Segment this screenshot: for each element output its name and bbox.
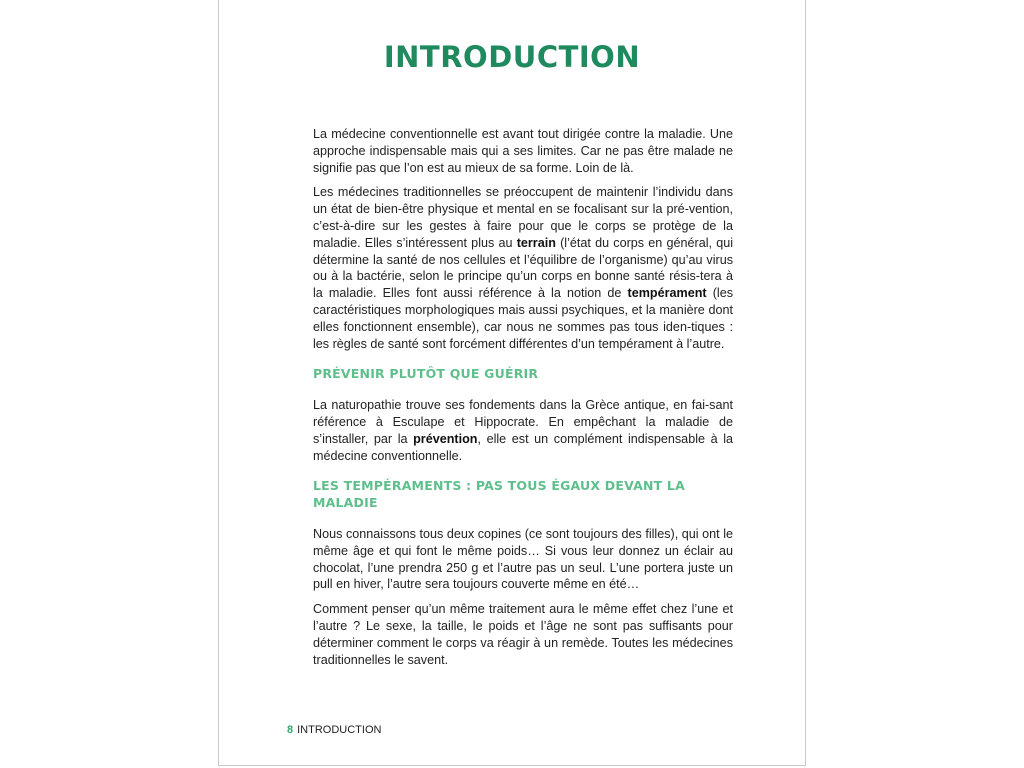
keyword-terrain: terrain (516, 235, 556, 250)
keyword-temperament: tempérament (627, 286, 707, 301)
page-title: INTRODUCTION (383, 40, 641, 74)
keyword-prevention: prévention (413, 431, 478, 446)
paragraph-5: Comment penser qu’un même traitement aura le même effet chez l’une et l’autre ? Le sexe, la taille, le poids et l’âge ne sont pas suffisants pour déterminer comment le corps va réagir à un remède. Toutes les médecines traditionnelles le savent. (313, 602, 733, 667)
page-footer (287, 724, 381, 736)
section-heading-temperaments: LES TEMPÉRAMENTS : PAS TOUS ÉGAUX DEVANT LA MALADIE (313, 478, 685, 511)
page-number: 8 (287, 724, 294, 736)
book-page (218, 0, 806, 766)
paragraph-4: Nous connaissons tous deux copines (ce sont toujours des filles), qui ont le même âge et qui font le même poids… Si vous leur donnez un éclair au chocolat, l’une prendra 250 g et l’autre pas un seul. L’une portera juste un pull en hiver, l’autre sera toujours couverte même en été… (313, 526, 733, 592)
body-text (313, 126, 733, 676)
section-heading-prevenir: PRÉVENIR PLUTÔT QUE GUÉRIR (313, 366, 539, 382)
footer-section-label: INTRODUCTION (297, 724, 382, 736)
paragraph-2: Les médecines traditionnelles se préoccupent de maintenir l’individu dans un état de bien-être physique et mental en se focalisant sur la pré-vention, c’est-à-dire sur les gestes à faire pour que le corps se protège de la maladie. Elles s’intéressent plus au terrain (l’état du corps en général, qui détermine la santé de nos cellules et l’équilibre de l’organisme) qu’au virus ou à la bactérie, selon le principe qu’un corps en bonne santé résis-tera à la maladie. Elles font aussi référence à la notion de tempérament (les caractéristiques morphologiques mais aussi psychiques, et la manière dont elles fonctionnent ensemble), car nous ne sommes pas tous iden-tiques : les règles de santé sont forcément différentes d’un tempérament à l’autre. (313, 185, 734, 351)
paragraph-3: La naturopathie trouve ses fondements dans la Grèce antique, en fai-sant référence à Esculape et Hippocrate. En empêchant la maladie de s’installer, par la prévention, elle est un complément indispensable à la médecine conventionnelle. (313, 398, 733, 463)
paragraph-1: La médecine conventionnelle est avant tout dirigée contre la maladie. Une approche indispensable mais qui a ses limites. Car ne pas être malade ne signifie pas que l’on est au mieux de sa forme. Loin de là. (313, 127, 733, 175)
